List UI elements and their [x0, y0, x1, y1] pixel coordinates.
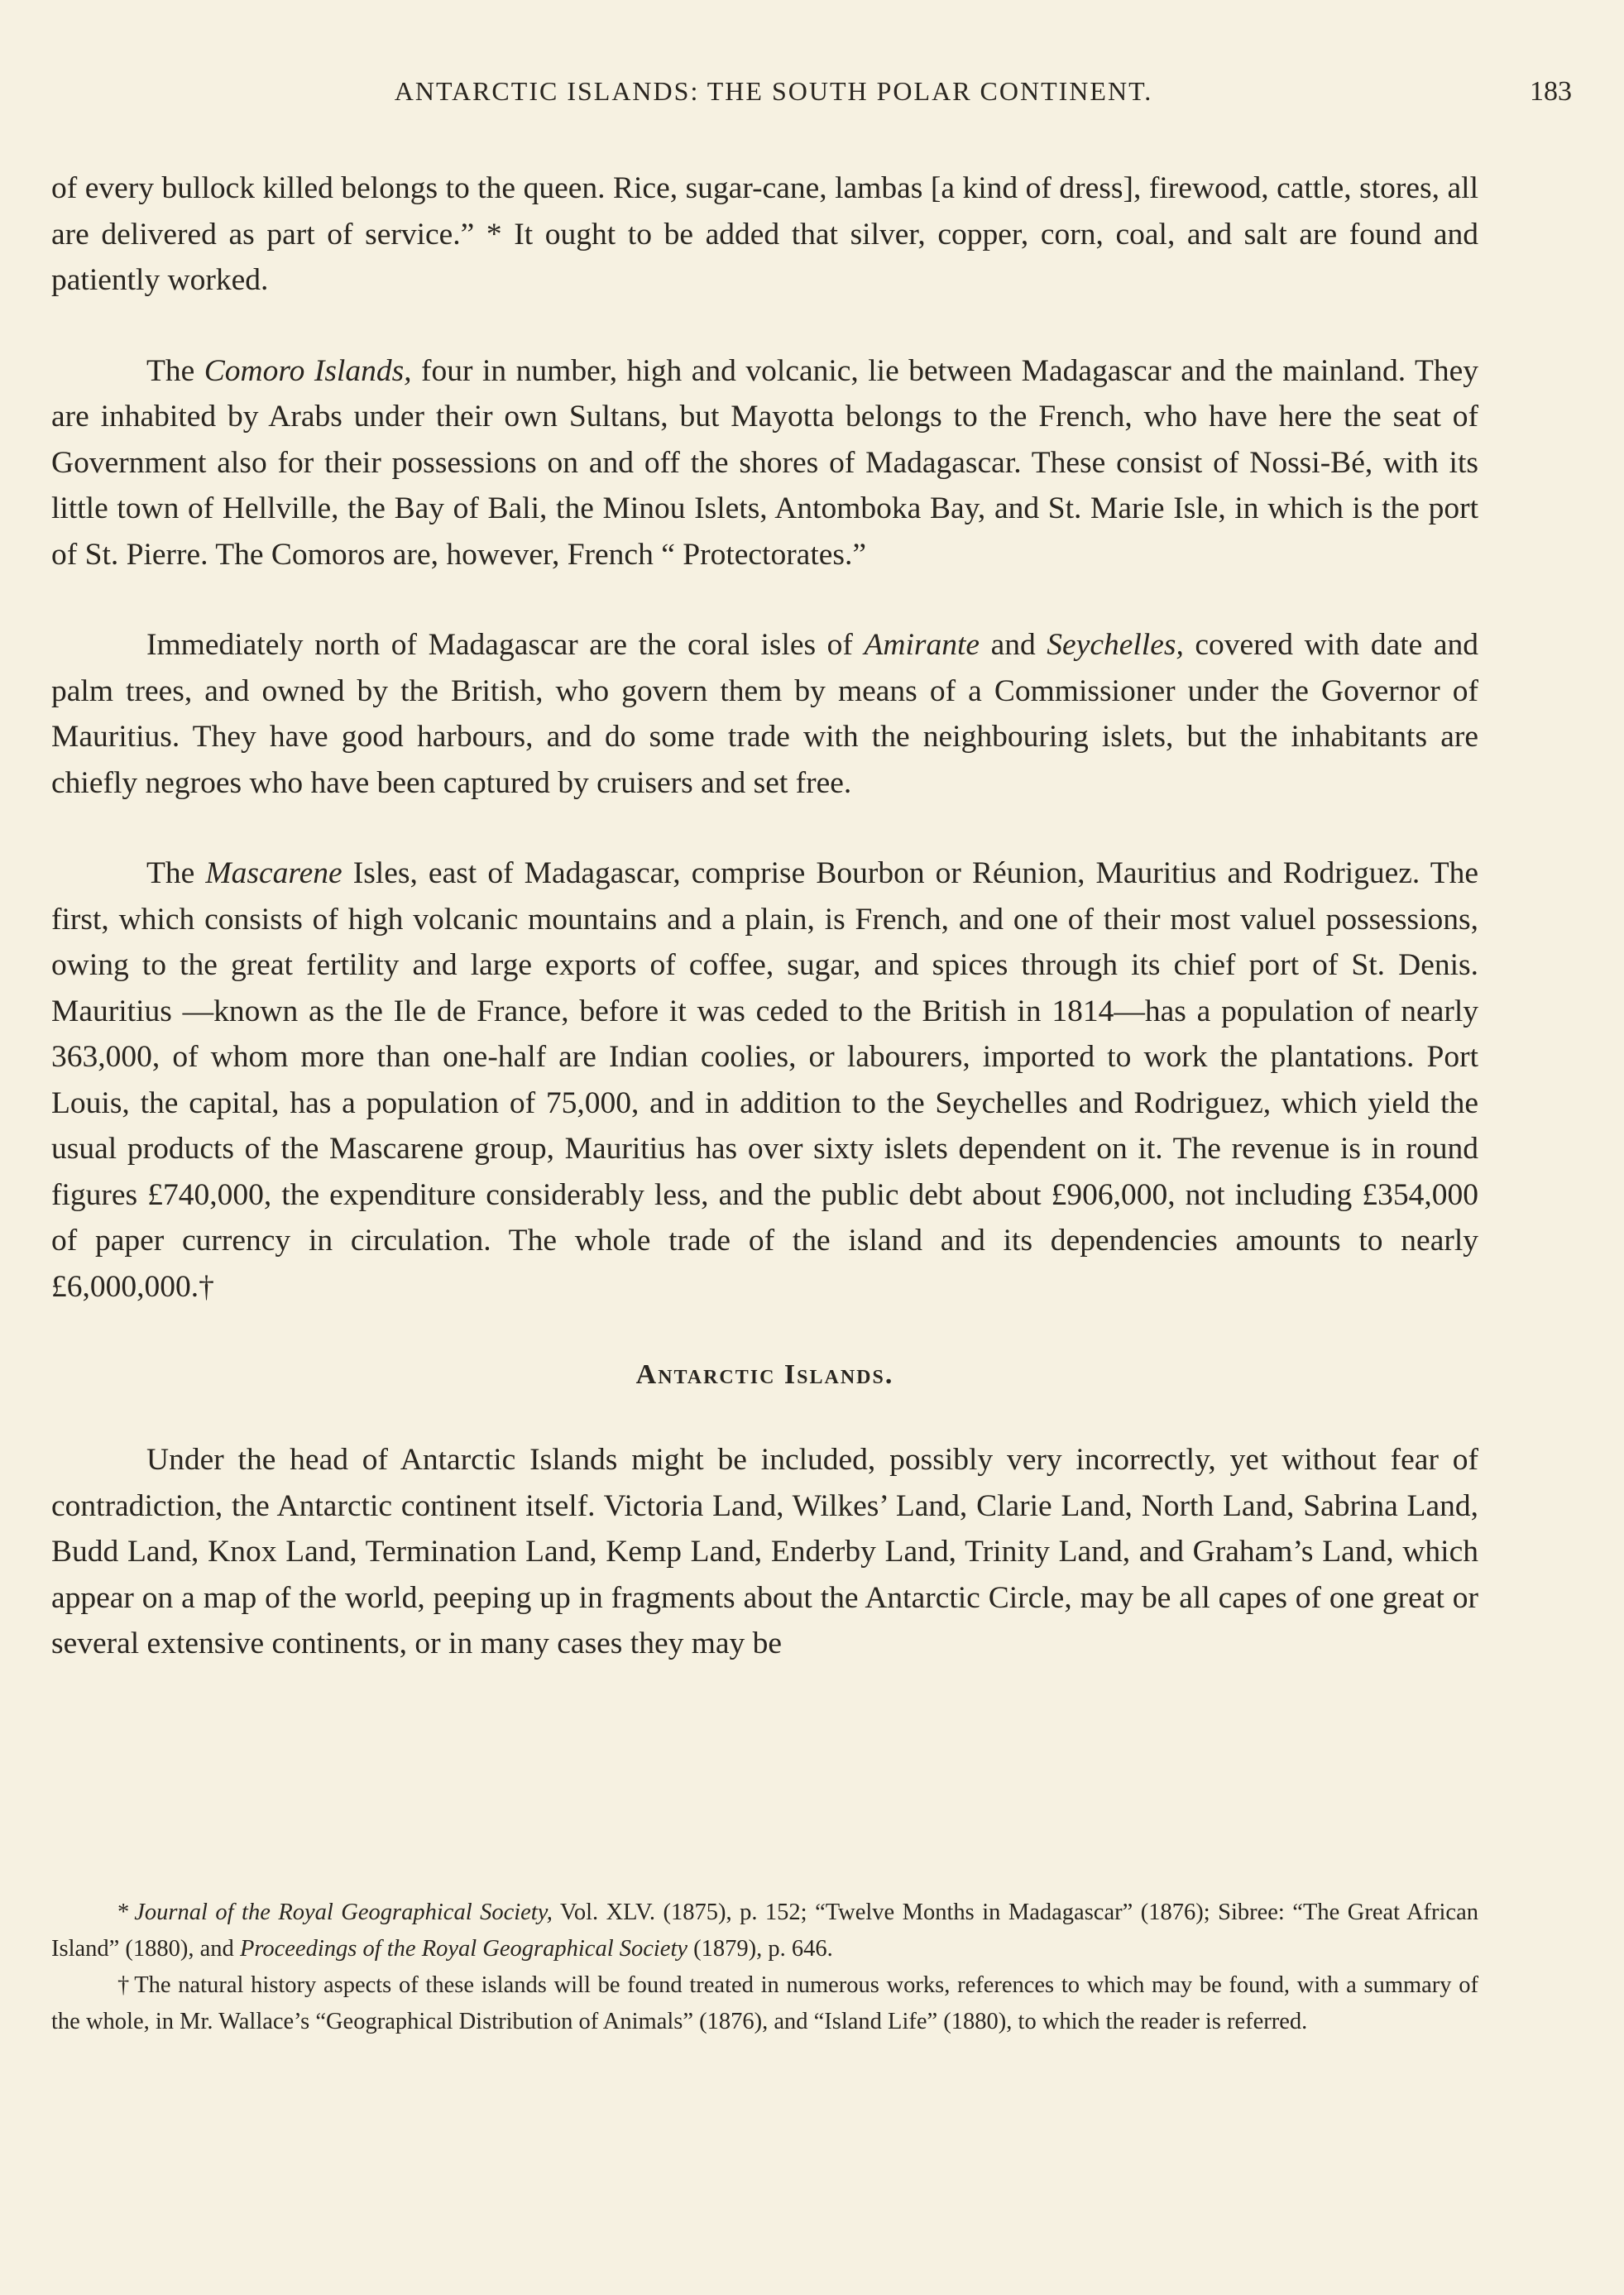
paragraph-antarctic: Under the head of Antarctic Islands might be included, possibly very incorrectly, yet without fear of contradiction, the Antarctic continent itself. Victoria Land, Wilkes’ Land, Clarie Land, North Land, Sabrina Land, Budd Land, Knox Land, Termination Land, Kemp Land, Enderby Land, Trinity Land, and Graham’s Land, which appear on a map of the world, peeping up in fragments about the Antarctic Circle, may be all capes of one great or several extensive continents, or in many cases they may be	[51, 1443, 1478, 1660]
paragraph-comoro: The Comoro Islands, four in number, high and volcanic, lie between Madagascar and the mainland. They are inhabited by Arabs under their own Sultans, but Mayotta belongs to the French, who have here the seat of Government also for their possessions on and off the shores of Madagascar. These consist of Nossi-Bé, with its little town of Hellville, the Bay of Bali, the Minou Islets, Antomboka Bay, and St. Marie Isle, in which is the port of St. Pierre. The Comoros are, however, French “ Protectorates.”	[51, 353, 1479, 572]
body-text	[51, 165, 1478, 1667]
section-heading: Antarctic Islands.	[635, 1359, 894, 1390]
term-mascarene: Mascarene	[205, 856, 343, 890]
running-title: ANTARCTIC ISLANDS: THE SOUTH POLAR CONTINENT.	[394, 76, 1153, 106]
paragraph-mascarene: The Mascarene Isles, east of Madagascar, comprise Bourbon or Réunion, Mauritius and Rodriguez. The first, which consists of high volcanic mountains and a plain, is French, and one of their most valuel possessions, owing to the great fertility and large exports of coffee, sugar, and spices through its chief port of St. Denis. Mauritius —known as the Ile de France, before it was ceded to the British in 1814—has a population of nearly 363,000, of whom more than one-half are Indian coolies, or labourers, imported to work the plantations. Port Louis, the capital, has a population of 75,000, and in addition to the Seychelles and Rodriguez, which yield the usual products of the Mascarene group, Mauritius has over sixty islets dependent on it. The revenue is in round figures £740,000, the expenditure considerably less, and the public debt about £906,000, not including £354,000 of paper currency in circulation. The whole trade of the island and its dependencies amounts to nearly £6,000,000.†	[51, 856, 1478, 1304]
page-number: 183	[1530, 76, 1572, 107]
footnote-2: † The natural history aspects of these islands will be found treated in numerous works, references to which may be found, with a summary of the whole, in Mr. Wallace’s “Geographical Distribution of Animals” (1876), and “Island Life” (1880), to which the reader is referred.	[51, 1967, 1478, 2040]
footnote-symbol-dagger: †	[117, 1972, 130, 1998]
page-header	[0, 76, 1624, 126]
footnote-symbol-asterisk: *	[117, 1900, 130, 1925]
paragraph-seychelles: Immediately north of Madagascar are the coral isles of Amirante and Seychelles, covered with date and palm trees, and owned by the British, who govern them by means of a Commissioner under the Governor of Mauritius. They have good harbours, and do some trade with the neighbouring islets, but the inhabitants are chiefly negroes who have been captured by cruisers and set free.	[51, 628, 1478, 800]
paragraph-1: of every bullock killed belongs to the queen. Rice, sugar-cane, lambas [a kind of dress], firewood, cattle, stores, all are delivered as part of service.” * It ought to be added that silver, copper, corn, coal, and salt are found and patiently worked.	[51, 171, 1478, 297]
term-amirante: Amirante	[864, 628, 980, 662]
term-comoro-islands: Comoro Islands,	[204, 353, 412, 388]
footnote-1: * Journal of the Royal Geographical Society, Vol. XLV. (1875), p. 152; “Twelve Months in Madagascar” (1876); Sibree: “The Great African Island” (1880), and Proceedings of the Royal Geographical Society (1879), p. 646.	[51, 1895, 1478, 1967]
footnotes	[51, 1895, 1478, 2040]
term-seychelles: Seychelles,	[1047, 628, 1184, 662]
